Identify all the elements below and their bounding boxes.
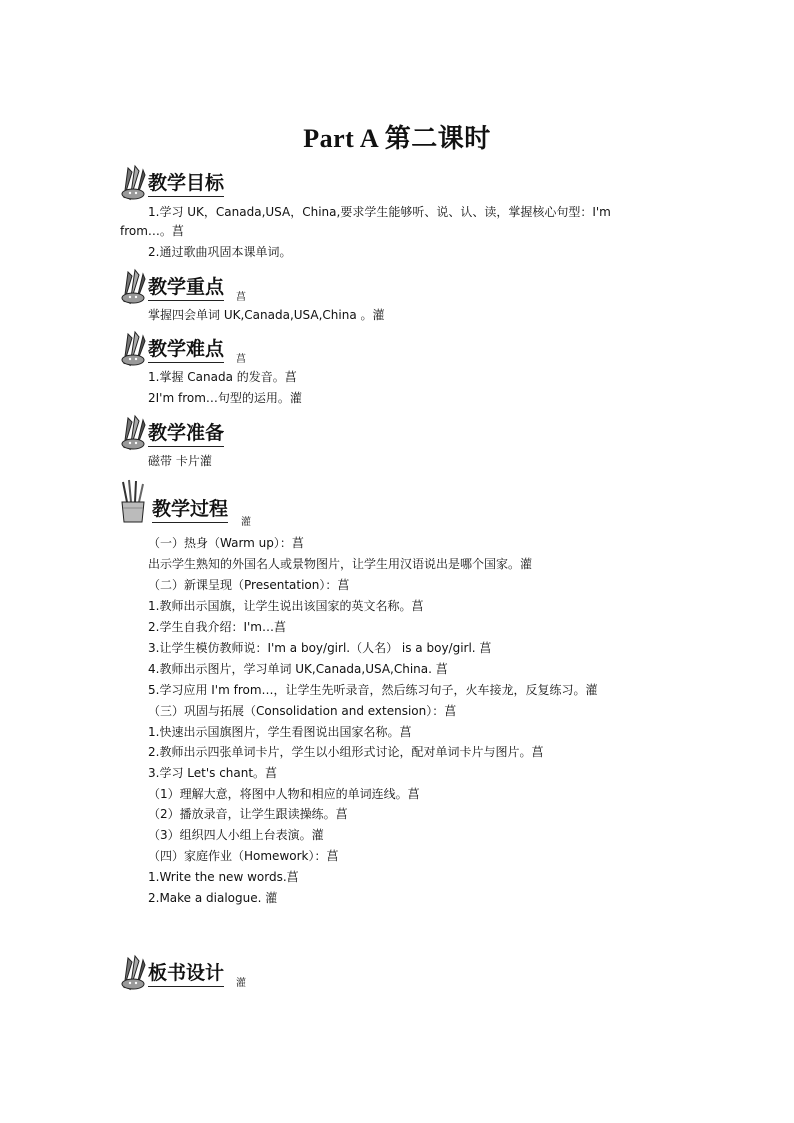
process-line: 1.Write the new words.菖 — [148, 870, 299, 884]
process-line: （二）新课呈现（Presentation）：菖 — [148, 578, 350, 592]
process-line: （3）组织四人小组上台表演。灌 — [148, 828, 324, 842]
process-line: 2.教师出示四张单词卡片，学生以小组形式讨论，配对单词卡片与图片。菖 — [148, 745, 544, 759]
process-line: 1.快速出示国旗图片，学生看图说出国家名称。菖 — [148, 725, 412, 739]
objectives-line-2: from…。菖 — [120, 224, 184, 238]
process-line: 2.学生自我介绍：I'm…菖 — [148, 620, 286, 634]
section-objectives — [118, 162, 318, 202]
section-heading: 教学准备 — [148, 418, 224, 447]
process-line: （1）理解大意，将图中人物和相应的单词连线。菖 — [148, 787, 420, 801]
section-heading: 板书设计 — [148, 958, 224, 987]
process-line: 2.Make a dialogue. 灌 — [148, 891, 278, 905]
process-line: （一）热身（Warm up）：菖 — [148, 536, 304, 550]
difficulties-line-2: 2I'm from…句型的运用。灌 — [148, 391, 302, 405]
pencil-icon — [118, 412, 148, 452]
objectives-line-3: 2.通过歌曲巩固本课单词。 — [148, 245, 292, 259]
section-mark: 菖 — [236, 354, 246, 365]
section-key-points — [118, 266, 318, 306]
key-points-line-1: 掌握四会单词 UK,Canada,USA,China 。灌 — [148, 308, 385, 322]
process-line: 出示学生熟知的外国名人或景物图片，让学生用汉语说出是哪个国家。灌 — [148, 557, 533, 571]
preparation-line-1: 磁带 卡片灌 — [148, 454, 212, 468]
section-mark: 灌 — [236, 978, 246, 989]
section-difficulties — [118, 328, 318, 368]
process-line: 5.学习应用 I'm from…，让学生先听录音，然后练习句子，火车接龙，反复练习。灌 — [148, 683, 598, 697]
pencil-icon — [118, 952, 148, 992]
section-heading: 教学重点 — [148, 272, 224, 301]
process-line: （2）播放录音，让学生跟读操练。菖 — [148, 807, 348, 821]
objectives-line-1: 1.学习 UK，Canada,USA，China,要求学生能够听、说、认、读，掌握核心句型：I'm — [148, 205, 611, 219]
process-line: （三）巩固与拓展（Consolidation and extension）：菖 — [148, 704, 457, 718]
process-line: 4.教师出示图片，学习单词 UK,Canada,USA,China. 菖 — [148, 662, 448, 676]
pencil-icon — [118, 328, 148, 368]
process-line: （四）家庭作业（Homework）：菖 — [148, 849, 339, 863]
section-heading: 教学目标 — [148, 168, 224, 197]
page-title: Part A 第二课时 — [303, 124, 491, 153]
section-process — [118, 478, 328, 526]
section-mark: 灌 — [241, 517, 251, 528]
section-heading: 教学过程 — [152, 494, 228, 523]
process-line: 1.教师出示国旗，让学生说出该国家的英文名称。菖 — [148, 599, 424, 613]
process-line: 3.学习 Let's chant。菖 — [148, 766, 278, 780]
pencil-icon — [118, 266, 148, 306]
section-preparation — [118, 412, 318, 452]
section-board-design — [118, 952, 318, 992]
process-line: 3.让学生模仿教师说：I'm a boy/girl.（人名） is a boy/girl. 菖 — [148, 641, 492, 655]
difficulties-line-1: 1.掌握 Canada 的发音。菖 — [148, 370, 297, 384]
section-mark: 菖 — [236, 292, 246, 303]
pencil-cup-icon — [118, 478, 148, 524]
pencil-icon — [118, 162, 148, 202]
section-heading: 教学难点 — [148, 334, 224, 363]
